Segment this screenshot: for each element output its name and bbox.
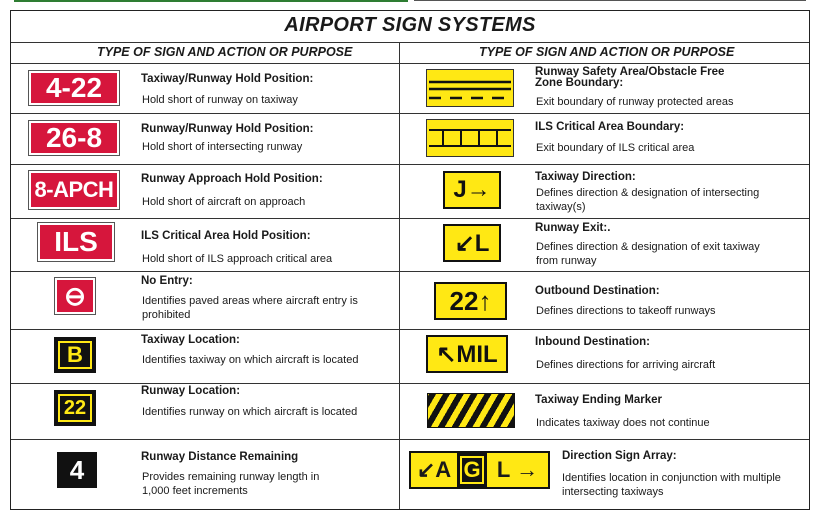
top-border-gray [414,0,806,1]
sign-title: Taxiway Ending Marker [535,394,662,406]
divider [11,113,809,114]
sign-title: Runway Location: [141,385,241,397]
boundary-stripes-icon [427,70,513,106]
runway-location-sign [54,390,96,426]
taxiway-runway-hold-sign: 4-22 [29,71,119,105]
page-title: AIRPORT SIGN SYSTEMS [284,14,536,36]
array-segment-a: ↙A [416,457,452,482]
runway-exit-sign: ↙L [443,224,501,262]
sign-description: Defines direction & designation of intersecting taxiway(s) [536,187,760,213]
sign-title: ILS Critical Area Boundary: [535,121,685,133]
divider [11,42,809,43]
sign-title: Taxiway/Runway Hold Position: [141,73,314,85]
sign-description: Defines directions to takeoff runways [536,305,716,317]
sign-title: Runway Distance Remaining [141,451,299,463]
column-header-right: TYPE OF SIGN AND ACTION OR PURPOSE [479,45,735,59]
sign-description: Identifies paved areas where aircraft entry is prohibited [142,295,358,321]
array-segment-l: L → [496,457,539,482]
sign-description: Identifies taxiway on which aircraft is located [142,354,359,366]
column-header-left: TYPE OF SIGN AND ACTION OR PURPOSE [97,45,353,59]
sign-description: Hold short of runway on taxiway [142,94,298,106]
taxiway-location-sign [54,337,96,373]
sign-description: Identifies runway on which aircraft is located [142,406,358,418]
divider [11,383,809,384]
sign-description: Hold short of ILS approach critical area [142,253,333,265]
runway-location-label: 22 [58,394,92,422]
runway-runway-hold-sign: 26-8 [29,121,119,155]
sign-title: Direction Sign Array: [562,450,677,462]
direction-sign-array [409,451,550,489]
top-border-green [14,0,408,2]
ils-hold-sign: ILS [38,223,114,261]
sign-title: Runway/Runway Hold Position: [141,123,314,135]
approach-hold-sign: 8-APCH [29,171,119,209]
divider [11,63,809,64]
sign-title: Outbound Destination: [535,285,660,297]
sign-title: Runway Exit:. [535,222,611,234]
ils-boundary-sign [426,119,514,157]
sign-description: Hold short of aircraft on approach [142,196,306,208]
ils-boundary-ladder-icon [427,120,513,156]
sign-title: Taxiway Location: [141,334,240,346]
taxiway-ending-marker-icon [427,393,515,428]
sign-title: Runway Safety Area/Obstacle Free Zone Boundary: [535,66,725,89]
divider [11,439,809,440]
sign-description: Exit boundary of runway protected areas [536,96,734,108]
distance-remaining-sign: 4 [57,452,97,488]
sign-title: Inbound Destination: [535,336,650,348]
sign-title: Runway Approach Hold Position: [141,173,323,185]
taxiway-direction-sign: J→ [443,171,501,209]
sign-title: No Entry: [141,275,193,287]
sign-description: Identifies location in conjunction with multiple intersecting taxiways [562,472,781,498]
safety-area-boundary-sign [426,69,514,107]
outbound-destination-sign: 22↑ [434,282,507,320]
taxiway-location-label: B [58,341,92,369]
sign-description: Indicates taxiway does not continue [536,417,710,429]
sign-description: Provides remaining runway length in 1,000 feet increments [142,471,320,497]
divider [11,164,809,165]
divider [11,271,809,272]
sign-description: Hold short of intersecting runway [142,141,303,153]
no-entry-icon: ⊖ [55,278,95,314]
sign-table [10,10,810,510]
divider [11,329,809,330]
sign-description: Defines directions for arriving aircraft [536,359,716,371]
array-location-g: G [457,453,487,487]
sign-description: Defines direction & designation of exit taxiway from runway [536,241,760,267]
sign-title: ILS Critical Area Hold Position: [141,230,311,242]
sign-title: Taxiway Direction: [535,171,636,183]
inbound-destination-sign: ↖MIL [426,335,508,373]
divider [11,218,809,219]
sign-description: Exit boundary of ILS critical area [536,142,695,154]
